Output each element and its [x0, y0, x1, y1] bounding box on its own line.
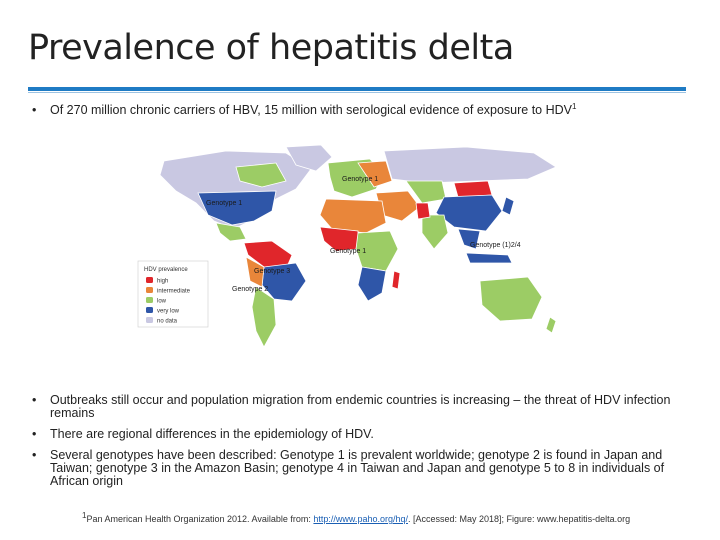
legend-label: low: [157, 298, 167, 305]
map-indonesia: [466, 253, 512, 263]
legend-swatch: [146, 287, 153, 293]
map-new-zealand: [546, 317, 556, 333]
map-madagascar: [392, 271, 400, 289]
map-usa: [198, 191, 276, 225]
genotype-label-south-america-2: Genotype 2: [232, 286, 269, 293]
bullet-text: There are regional differences in the epidemiology of HDV.: [50, 427, 374, 441]
legend-swatch: [146, 307, 153, 313]
legend-swatch: [146, 277, 153, 283]
title-underline-thin: [28, 92, 686, 93]
footnote-superscript: 1: [82, 511, 87, 520]
bullet-text: Several genotypes have been described: Genotype 1 is prevalent worldwide; genotype 2 is found in Japan and Taiwan; genotype 3 in the Amazon Basin; genotype 4 in Taiwan and Japan and genotype 5 to 8 in individuals of African origin: [50, 448, 665, 488]
footnote-link[interactable]: http://www.paho.org/hq/: [313, 514, 408, 524]
footnote-credit: . [Accessed: May 2018]; Figure: www.hepatitis-delta.org: [407, 514, 631, 524]
genotype-label-north-america: Genotype 1: [206, 200, 243, 207]
bullet-item: [32, 449, 700, 488]
genotype-label-africa: Genotype 1: [330, 248, 367, 255]
world-map: [136, 141, 576, 363]
legend-swatch: [146, 297, 153, 303]
map-australia: [480, 277, 542, 321]
footnote: [82, 511, 631, 524]
map-mexico: [216, 223, 246, 241]
legend-label: high: [157, 278, 169, 285]
genotype-label-europe: Genotype 1: [342, 176, 379, 183]
bullet-superscript: 1: [572, 101, 577, 111]
genotype-label-asia: Genotype (1)2/4: [470, 242, 521, 249]
bullet-text: Of 270 million chronic carriers of HBV, 15 million with serological evidence of exposure to HDV: [50, 103, 572, 117]
map-russia: [384, 147, 556, 183]
top-bullet-list: [32, 101, 692, 125]
map-pakistan: [416, 203, 430, 219]
legend-label: no data: [157, 318, 178, 325]
genotype-label-south-america-3: Genotype 3: [254, 268, 291, 275]
bullet-item: [32, 428, 700, 441]
map-japan: [502, 197, 514, 215]
bullet-text: Outbreaks still occur and population migration from endemic countries is increasing – the threat of HDV infection remains: [50, 393, 671, 420]
footnote-text: Pan American Health Organization 2012. Available from:: [86, 514, 314, 524]
bottom-bullet-list: [32, 394, 700, 496]
map-india: [422, 215, 448, 249]
map-southern-africa: [358, 267, 386, 301]
title-underline: [28, 87, 686, 91]
legend-swatch: [146, 317, 153, 323]
map-mongolia: [454, 181, 492, 197]
legend-label: intermediate: [157, 288, 191, 295]
map-legend-title: HDV prevalence: [144, 267, 188, 273]
slide-title: Prevalence of hepatitis delta: [28, 28, 514, 68]
bullet-item: [32, 101, 692, 117]
bullet-item: [32, 394, 700, 420]
legend-label: very low: [157, 308, 180, 315]
